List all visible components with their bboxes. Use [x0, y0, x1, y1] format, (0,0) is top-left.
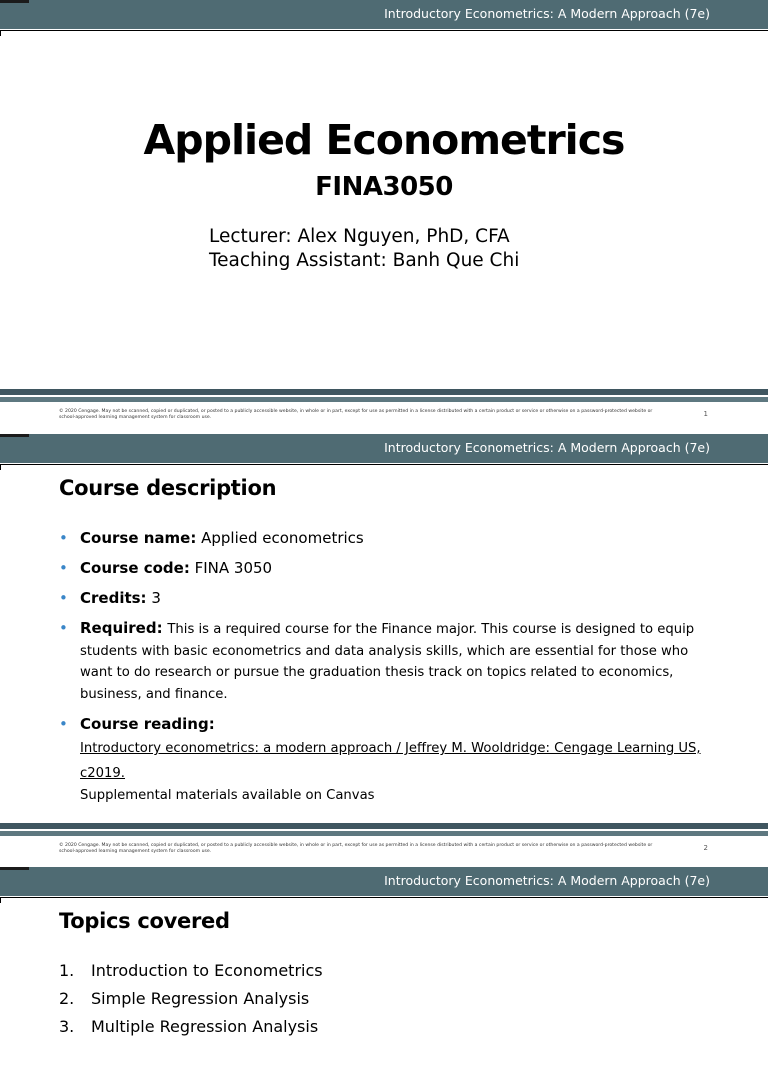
lecturer-line: Lecturer: Alex Nguyen, PhD, CFA — [209, 226, 510, 247]
list-item — [59, 528, 719, 548]
header-title: Introductory Econometrics: A Modern Approach (7e) — [384, 6, 710, 21]
slide-header-bar — [0, 867, 768, 896]
topic-text: Simple Regression Analysis — [91, 989, 310, 1008]
copyright-notice: © 2020 Cengage. May not be scanned, copied or duplicated, or posted to a publicly accessible website, in whole or in part, except for use as permitted in a license distributed with a certain product or service or otherwise on a password-protected website or school-approved learning management system for classroom use. — [59, 409, 653, 420]
footer-rules — [0, 823, 768, 839]
header-rule — [0, 30, 768, 36]
bullet-icon: • — [59, 715, 68, 733]
item-value: 3 — [151, 589, 161, 607]
bullet-icon: • — [59, 619, 68, 637]
course-details-list — [59, 528, 719, 816]
topic-text: Multiple Regression Analysis — [91, 1017, 319, 1036]
topic-text: Introduction to Econometrics — [91, 961, 323, 980]
item-number: 3. — [59, 1017, 75, 1036]
presentation-title: Applied Econometrics — [143, 116, 625, 164]
header-title: Introductory Econometrics: A Modern Approach (7e) — [384, 440, 710, 455]
bullet-icon: • — [59, 529, 68, 547]
list-item — [59, 588, 719, 608]
slide-1 — [0, 0, 768, 434]
footer-rules — [0, 389, 768, 405]
item-value: This is a required course for the Finance major. This course is designed to equip students with basic econometrics and data analysis skills, which are essential for those who want to do research or pursue the graduation thesis track on topics related to economics, business, and finance. — [80, 622, 695, 702]
bullet-icon: • — [59, 559, 68, 577]
slide-header-bar — [0, 434, 768, 463]
header-mark — [0, 434, 29, 437]
header-mark — [0, 867, 29, 870]
copyright-notice: © 2020 Cengage. May not be scanned, copied or duplicated, or posted to a publicly accessible website, in whole or in part, except for use as permitted in a license distributed with a certain product or service or otherwise on a password-protected website or school-approved learning management system for classroom use. — [59, 843, 653, 854]
header-rule — [0, 464, 768, 470]
item-number: 1. — [59, 961, 75, 980]
header-rule — [0, 897, 768, 903]
list-item — [59, 1017, 323, 1037]
course-code-heading: FINA3050 — [315, 172, 453, 202]
slide-header-bar — [0, 0, 768, 29]
item-number: 2. — [59, 989, 75, 1008]
slide-3 — [0, 867, 768, 1067]
slide-number: 1 — [703, 410, 708, 418]
bullet-icon: • — [59, 589, 68, 607]
section-heading: Course description — [59, 476, 277, 500]
slide-2 — [0, 434, 768, 867]
section-heading: Topics covered — [59, 909, 230, 933]
item-label: Course reading: — [80, 715, 215, 733]
instructor-block — [209, 225, 519, 273]
slide-number: 2 — [703, 844, 708, 852]
item-label: Course name: — [80, 529, 197, 547]
header-mark — [0, 0, 29, 3]
ta-line: Teaching Assistant: Banh Que Chi — [209, 250, 520, 271]
list-item — [59, 558, 719, 578]
item-value: Applied econometrics — [201, 529, 364, 547]
item-label: Required: — [80, 619, 163, 637]
topics-list — [59, 961, 323, 1045]
header-title: Introductory Econometrics: A Modern Approach (7e) — [384, 873, 710, 888]
item-label: Course code: — [80, 559, 190, 577]
list-item — [59, 961, 323, 981]
list-item — [59, 618, 719, 704]
item-label: Credits: — [80, 589, 147, 607]
item-value: FINA 3050 — [194, 559, 273, 577]
supplemental-note: Supplemental materials available on Canvas — [80, 788, 375, 803]
list-item — [59, 714, 719, 806]
course-reading-link[interactable]: Introductory econometrics: a modern approach / Jeffrey M. Wooldridge: Cengage Learning US, c2019. — [80, 741, 701, 781]
list-item — [59, 989, 323, 1009]
